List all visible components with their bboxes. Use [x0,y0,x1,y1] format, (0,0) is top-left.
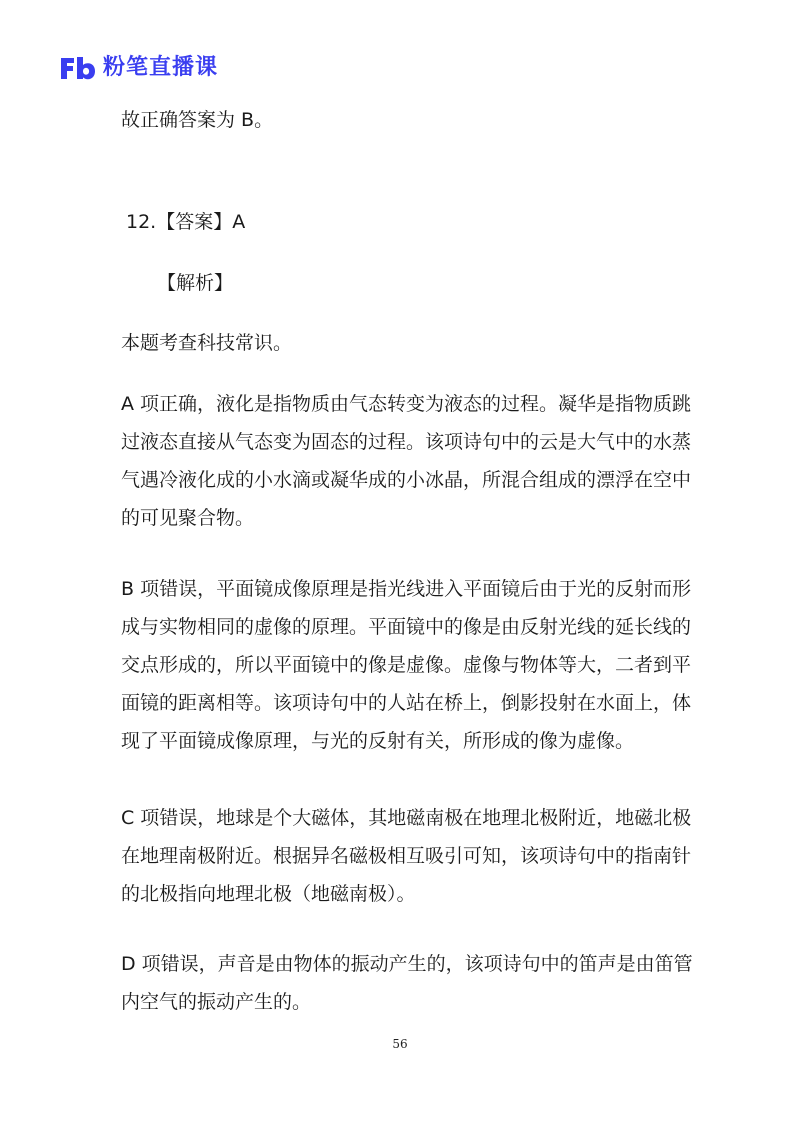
text-line: 的可见聚合物。 [121,507,255,529]
page-number: 56 [392,1037,408,1051]
fb-logo-icon [57,54,97,82]
question-answer: 12.【答案】A [126,211,246,233]
option-b-explanation [121,570,692,760]
text-line: 内空气的振动产生的。 [121,991,312,1013]
text-line: 的北极指向地理北极（地磁南极）。 [121,883,416,905]
text-line: A 项正确，液化是指物质由气态转变为液态的过程。凝华是指物质跳 [121,393,692,415]
text-line: D 项错误，声音是由物体的振动产生的，该项诗句中的笛声是由笛管 [121,953,693,975]
text-line: 现了平面镜成像原理，与光的反射有关，所形成的像为虚像。 [121,730,635,752]
brand-name: 粉笔直播课 [103,55,219,80]
text-line: 成与实物相同的虚像的原理。平面镜中的像是由反射光线的延长线的 [121,616,692,638]
brand-logo [57,52,218,84]
option-d-explanation [121,945,693,1021]
previous-conclusion: 故正确答案为 B。 [121,109,274,131]
text-line: 交点形成的，所以平面镜中的像是虚像。虚像与物体等大，二者到平 [121,654,692,676]
option-a-explanation [121,385,692,537]
text-line: 面镜的距离相等。该项诗句中的人站在桥上，倒影投射在水面上，体 [121,692,692,714]
text-line: 气遇冷液化成的小水滴或凝华成的小冰晶，所混合组成的漂浮在空中 [121,469,692,491]
analysis-label: 【解析】 [157,272,234,294]
text-line: 过液态直接从气态变为固态的过程。该项诗句中的云是大气中的水蒸 [121,431,692,453]
text-line: C 项错误，地球是个大磁体，其地磁南极在地理北极附近，地磁北极 [121,807,692,829]
topic-statement: 本题考查科技常识。 [121,332,293,354]
text-line: B 项错误，平面镜成像原理是指光线进入平面镜后由于光的反射而形 [121,578,692,600]
text-line: 在地理南极附近。根据异名磁极相互吸引可知，该项诗句中的指南针 [121,845,692,867]
option-c-explanation [121,799,692,913]
